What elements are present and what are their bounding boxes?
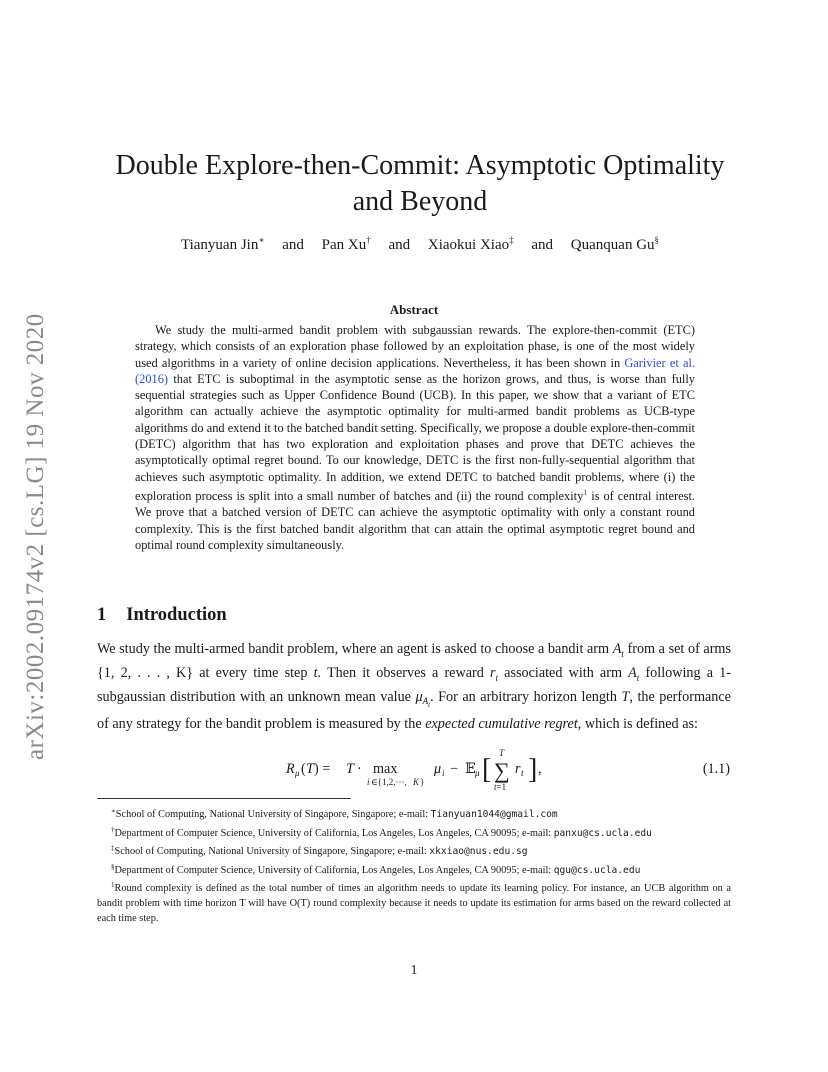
citation-authors[interactable]: Garivier et al. — [624, 355, 695, 370]
svg-text:r: r — [515, 761, 521, 777]
section-number: 1 — [97, 605, 107, 625]
footnote-text: School of Computing, National University of Singapore, Singapore; e-mail: — [115, 809, 431, 820]
svg-text:·: · — [357, 761, 362, 777]
author-name: Quanquan Gu — [570, 237, 655, 253]
footnote — [97, 841, 731, 860]
section-title: Introduction — [126, 605, 227, 625]
footnote-email: panxu@cs.ucla.edu — [553, 827, 652, 839]
footnote-email: Tianyuan1044@gmail.com — [430, 809, 558, 820]
author-separator: and — [388, 237, 411, 253]
svg-text:i: i — [367, 777, 370, 787]
svg-text:∈{1,2,···,: ∈{1,2,···, — [371, 777, 407, 787]
intro-text: We study the multi-armed bandit problem, where an agent is asked to choose a bandit arm $A_t$ from a set of arms {1, 2, . . . , K} at every time step t. Then it observes a reward $r_t$ associated with arm $A_t$ following a 1-subgaussian distribution with an unknown mean value $\mu_{A_t}$. For an arbitrary horizon length T, the performance of any strategy for the bandit problem is measured by the expected cumulative regret, which is defined as: — [97, 641, 731, 733]
svg-text:i: i — [442, 768, 445, 778]
footnote — [97, 860, 731, 879]
svg-text:[: [ — [482, 754, 492, 785]
footnote-text: Department of Computer Science, University of California, Los Angeles, Los Angeles, CA 90095; e-mail: — [114, 864, 554, 876]
arxiv-identifier: arXiv:2002.09174v2 [cs.LG] 19 Nov 2020 — [22, 313, 49, 760]
svg-text:T: T — [499, 748, 505, 758]
abstract-paragraph — [135, 322, 695, 553]
svg-text:R: R — [286, 761, 295, 777]
regret-equation — [280, 745, 580, 795]
svg-text:t=1: t=1 — [494, 782, 507, 792]
intro-paragraph — [97, 640, 731, 734]
author-mark: § — [654, 235, 660, 245]
svg-text:]: ] — [528, 754, 538, 785]
intro-text-8: , which is defined as: — [577, 716, 698, 733]
title-line-2: and Beyond — [352, 186, 488, 217]
author-separator: and — [531, 237, 554, 253]
footnote-mark: ‡ — [111, 844, 115, 853]
author-mark: † — [366, 235, 371, 245]
intro-text-4: associated with arm — [498, 664, 629, 681]
intro-text-1: We study the multi-armed bandit problem, where an agent is asked to choose a bandit arm — [97, 641, 613, 657]
title-line-1: Double Explore-then-Commit: Asymptotic Optimality — [115, 150, 725, 181]
intro-text-5: following a 1-subgaussian distribution with an unknown mean value — [97, 664, 731, 705]
citation-year[interactable]: 2016 — [139, 371, 164, 386]
author-name: Xiaokui Xiao — [427, 237, 510, 253]
svg-text:}: } — [420, 777, 425, 787]
author-separator: and — [282, 237, 304, 253]
author-name: Pan Xu — [321, 237, 367, 253]
footnote — [97, 878, 731, 926]
footnote-text: School of Computing, National University of Singapore, Singapore; e-mail: — [114, 846, 430, 858]
equation-number: (1.1) — [702, 761, 730, 777]
footnote-mark: ∗ — [111, 807, 116, 815]
svg-text:μ: μ — [434, 761, 442, 777]
footnote-email: xkxiao@nus.edu.sg — [429, 846, 528, 858]
footnote — [97, 823, 731, 842]
svg-text:,: , — [538, 761, 542, 777]
svg-text:μ: μ — [295, 768, 300, 778]
footnote-text: Department of Computer Science, University of California, Los Angeles, Los Angeles, CA 90095; e-mail: — [114, 827, 554, 839]
footnote-mark: † — [111, 825, 115, 834]
footnote-ref-link[interactable]: 1 — [583, 487, 588, 497]
svg-text:𝔼: 𝔼 — [465, 761, 476, 777]
footnote-divider — [97, 798, 351, 799]
footnotes — [97, 804, 731, 926]
intro-text-7: , the performance of any strategy for the bandit problem is measured by the — [97, 688, 731, 733]
paper-title — [90, 148, 750, 220]
svg-text:(: ( — [301, 761, 306, 777]
author-list — [90, 235, 750, 254]
abstract-text: is of central interest. We prove that a batched version of DETC can achieve the asymptotic optimality with only a constant round complexity. This is the first batched bandit algorithm that can attain the optimal asymptotic regret bound and optimal round complexity simultaneously. — [135, 488, 695, 552]
section-heading — [97, 605, 227, 626]
footnote-mark: § — [111, 862, 115, 871]
svg-text:) =: ) = — [314, 761, 331, 777]
emphasis-text: expected cumulative regret — [425, 716, 578, 733]
intro-text-6: . For an arbitrary horizon length — [430, 688, 622, 705]
svg-text:t: t — [521, 768, 524, 778]
abstract-text: that ETC is suboptimal in the asymptotic sense as the horizon grows, and thus, is worse than fully sequential strategies such as Upper Confidence Bound (UCB). In this paper, we show that a variant of ETC algorithm can actually achieve the asymptotic optimality for multi-armed bandit problems as UCB-type algorithms do and extend it to the batched bandit setting. Specifically, we propose a double explore-then-commit (DETC) algorithm that has two exploration and exploitation phases and prove that DETC achieves the asymptotically optimal regret bound. To our knowledge, DETC is the first non-fully-sequential algorithm that achieves such asymptotic optimality. In addition, we extend DETC to batched bandit problems, where (i) the exploration process is split into a small number of batches and (ii) the round complexity — [135, 371, 695, 503]
abstract-text: We study the multi-armed bandit problem with subgaussian rewards. The explore-then-commit (ETC) strategy, which consists of an exploration phase followed by an exploitation phase, is one of the most widely used algorithms in a variety of online decision applications. Nevertheless, it has been shown in — [135, 323, 695, 370]
footnote — [97, 804, 731, 823]
author-mark: ∗ — [258, 235, 265, 245]
author-name: Tianyuan Jin — [180, 237, 259, 253]
intro-text-2: from a set of arms {1, 2, . . . , K} at every time step — [97, 641, 731, 681]
abstract-body — [135, 322, 695, 553]
footnote-text: Round complexity is defined as the total number of times an algorithm needs to update its learning policy. For instance, an UCB algorithm on a bandit problem with time horizon T will have O(T) round complexity because it needs to update its estimation for arms based on the reward collected at each time step. — [97, 883, 731, 924]
footnote-email: qgu@cs.ucla.edu — [553, 864, 641, 876]
svg-text:max: max — [373, 761, 398, 777]
footnote-mark: 1 — [111, 881, 115, 890]
citation-link[interactable]: Garivier et al. (2016) — [135, 355, 695, 386]
svg-text:−: − — [450, 761, 459, 777]
svg-text:μ: μ — [475, 768, 480, 778]
abstract-heading: Abstract — [389, 302, 439, 317]
svg-text:∑: ∑ — [494, 758, 510, 783]
svg-text:T: T — [306, 761, 314, 777]
svg-text:K: K — [413, 777, 420, 787]
svg-text:T: T — [346, 761, 354, 777]
intro-text-3: . Then it observes a reward — [317, 664, 490, 681]
page-number: 1 — [410, 962, 418, 977]
author-mark: ‡ — [509, 235, 514, 245]
